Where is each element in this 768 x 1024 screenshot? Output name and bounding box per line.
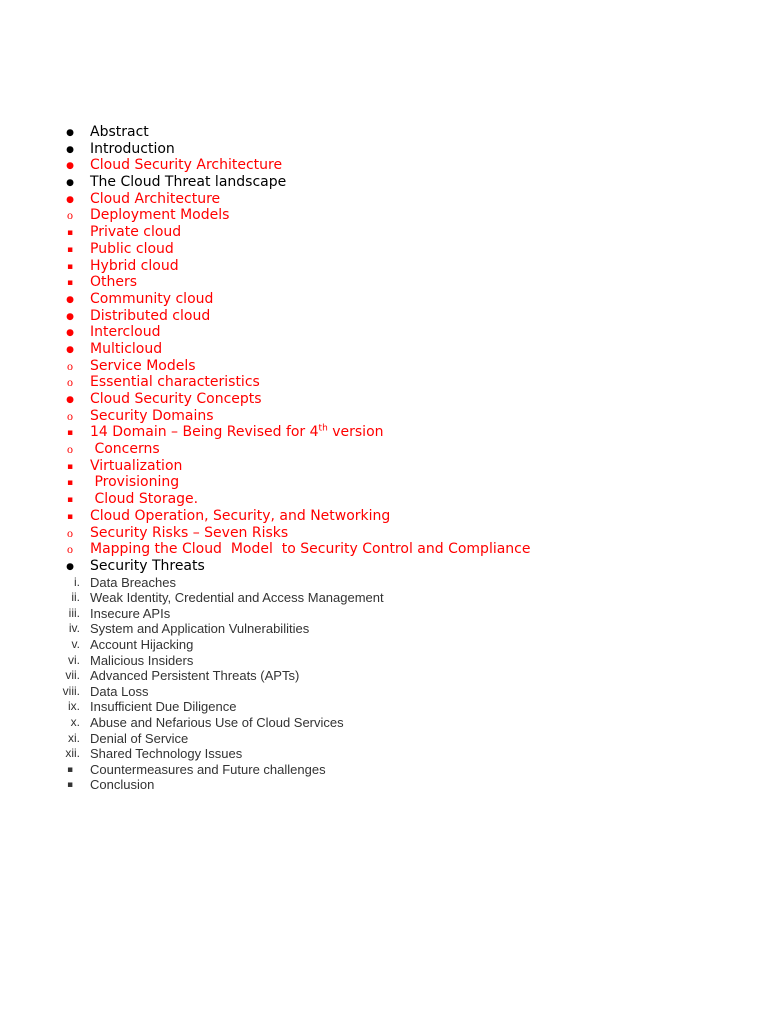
list-item-text: Virtualization [90,457,183,474]
list-item-text: Cloud Security Architecture [90,157,283,174]
list-item [0,491,768,508]
table-of-contents [0,124,768,793]
list-item-text: Provisioning [90,474,180,491]
list-item [0,291,768,308]
list-item [0,458,768,475]
list-item [0,391,768,408]
threat-text: Advanced Persistent Threats (APTs) [90,668,300,684]
threat-text: Weak Identity, Credential and Access Management [90,590,384,606]
list-item [0,124,768,141]
list-item-text: Community cloud [90,290,214,307]
list-item-text: Cloud Storage. [90,491,199,508]
list-item-text [90,424,384,441]
roman-numeral: i. [74,574,80,589]
bullet-circle-icon [50,525,90,542]
threat-text: Account Hijacking [90,636,194,652]
list-item [0,762,768,778]
list-item [0,191,768,208]
roman-numeral: x. [70,714,80,729]
threat-item [0,715,768,731]
list-item [0,474,768,491]
threat-item [0,699,768,715]
list-item [0,408,768,425]
list-item-text: Abstract [90,124,149,140]
threat-text: Malicious Insiders [90,652,194,668]
list-item-text: Others [90,274,138,291]
list-item [0,424,768,441]
list-item [0,525,768,542]
bullet-circle-icon [50,408,90,425]
bullet-circle-icon [50,441,90,458]
list-item [0,324,768,341]
threat-item [0,731,768,747]
list-item-text: Cloud Operation, Security, and Networking [90,507,391,524]
list-item-text: Concerns [90,441,160,458]
list-item [0,157,768,174]
list-item-text: Security Threats [90,557,205,574]
list-item [0,374,768,391]
list-item-text: Security Risks – Seven Risks [90,524,289,541]
list-item [0,508,768,525]
list-item-text-main: 14 Domain – Being Revised for 4 [90,424,319,441]
list-item-text: Introduction [90,140,175,157]
list-item-text: Distributed cloud [90,307,211,324]
list-item-text: Essential characteristics [90,374,260,391]
threat-text: Insufficient Due Diligence [90,699,237,715]
list-item-text: Cloud Security Concepts [90,391,262,407]
list-item-text: Cloud Architecture [90,190,221,207]
list-item-text-after: version [327,424,384,441]
roman-numeral: vii. [65,668,80,683]
list-item [0,274,768,291]
list-item [0,207,768,224]
list-item-text: Service Models [90,357,196,374]
roman-numeral: xii. [65,746,80,761]
list-item [0,777,768,793]
list-item [0,441,768,458]
bullet-circle-icon [50,374,90,391]
roman-numeral: iii. [68,605,80,620]
threat-item [0,746,768,762]
threat-text: Abuse and Nefarious Use of Cloud Services [90,714,344,730]
list-item-text: Security Domains [90,407,214,424]
threat-text: Denial of Service [90,730,189,746]
list-item [0,141,768,158]
threat-text: Data Breaches [90,574,176,590]
roman-numeral: viii. [62,683,80,698]
list-item-text: Hybrid cloud [90,257,179,274]
roman-numeral: iv. [68,621,80,636]
threat-item [0,606,768,622]
threat-item [0,684,768,700]
bullet-circle-icon [50,207,90,224]
list-item-text: Countermeasures and Future challenges [90,761,326,777]
list-item [0,341,768,358]
threat-item [0,590,768,606]
list-item [0,258,768,275]
threat-item [0,575,768,591]
list-item [0,558,768,575]
bullet-circle-icon [50,358,90,375]
roman-numeral: xi. [68,730,80,745]
threat-text: System and Application Vulnerabilities [90,621,310,637]
threat-text: Insecure APIs [90,605,171,621]
threat-text: Shared Technology Issues [90,746,243,762]
list-item [0,308,768,325]
threat-item [0,637,768,653]
superscript: th [318,423,328,434]
list-item-text: Intercloud [90,324,161,341]
threat-item [0,653,768,669]
bullet-circle-icon [50,541,90,558]
list-item [0,241,768,258]
list-item-text: Mapping the Cloud Model to Security Control and Compliance [90,541,531,558]
roman-numeral: v. [71,636,80,651]
list-item [0,358,768,375]
roman-numeral: vi. [68,652,80,667]
list-item-text: Conclusion [90,777,155,793]
threat-text: Data Loss [90,683,149,699]
list-item [0,174,768,191]
list-item-text: Multicloud [90,340,163,357]
list-item-text: Deployment Models [90,207,230,224]
list-item-text: Private cloud [90,224,182,241]
list-item [0,541,768,558]
list-item-text: The Cloud Threat landscape [90,174,287,191]
threat-item [0,621,768,637]
list-item-text: Public cloud [90,240,174,257]
bullet-square-icon [50,777,90,795]
list-item [0,224,768,241]
roman-numeral: ix. [68,699,80,714]
threat-item [0,668,768,684]
roman-numeral: ii. [71,590,80,605]
